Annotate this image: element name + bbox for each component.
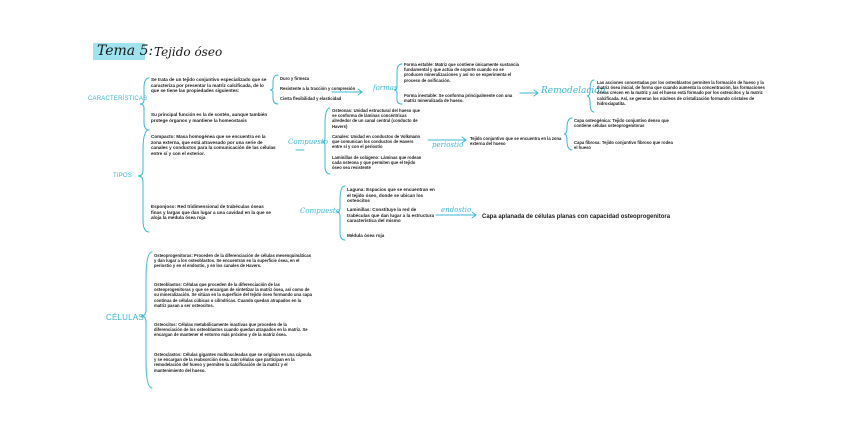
label-remodelacion: Remodelación	[541, 86, 606, 96]
label-compuesto-esponjoso: Compuesto	[300, 207, 340, 215]
celula-osteoblastos: Osteoblastos: Células que proceden de la diferenciación de las osteoprogenitoras y que se encargan de sintetizar la matriz ósea, así como de su mineralización. Se sitúan en la superficie del tejido óseo formando una capa continua de células cúbicas o cilíndricas. Cuando quedan atrapados en la matriz pasan a ser osteocitos.	[154, 282, 313, 308]
section-celulas: CÉLULAS	[106, 313, 144, 322]
celula-osteoprogenitoras: Osteoprogenitoras: Proceden de la diferenciación de células mesenquimáticas y dan lugar a los osteoblastos. Se encuentran en la superficie ósea, en el periostio y en el endostio, y en los canales de Havers.	[154, 253, 312, 269]
label-formas: formas	[373, 84, 398, 92]
capa-osteogenica: Capa osteogénica: Tejido conjuntivo denso que contiene células osteoprogenitoras	[574, 118, 669, 129]
form-unstable: Forma inestable: Se conforma principalmente con una matriz mineralizada de hueso.	[404, 93, 513, 104]
esponjoso-item-3: Médula ósea roja	[347, 233, 385, 238]
compacto-item-1: Osteonas: Unidad estructural del hueso que se conforma de láminas concéntricas alrededor de un canal central (conducto de Havers)	[332, 108, 420, 129]
brace-remodel	[587, 80, 594, 112]
endostio-text: Capa aplanada de células planas con capacidad osteoprogenitora	[482, 214, 671, 220]
celula-osteoclastos: Osteoclastos: Células gigantes multinucleadas que se originan en una cápsula y se encargan de la reabsorción ósea. Son células que participan en la remodelación del hueso y permiten la calcificación de la matriz y el mantenimiento del hueso.	[154, 352, 312, 373]
esponjoso-item-1: Laguna: Espacios que se encuentran en el tejido óseo, donde se ubican los osteocitos	[347, 187, 435, 204]
title-tema-label: Tema 5:	[97, 43, 154, 59]
brace-props	[270, 75, 278, 104]
form-stable: Forma estable: Matriz que contiene únicamente sustancia fundamental y que actúa de soporte cuando no se producen mineralizaciones y así no se experimenta el proceso de osificación.	[404, 62, 519, 83]
brace-tipos	[138, 130, 149, 232]
prop-3: Cierta flexibilidad y elasticidad	[280, 96, 342, 101]
periostio-text: Tejido conjuntivo que se encuentra en la zona externa del hueso	[470, 136, 562, 147]
brace-capas	[564, 118, 572, 150]
caracteristicas-main: Se trata de un tejido conjuntivo especializado que se caracteriza por presentar la matriz calcificada, de lo que se tiene las propiedades siguientes:	[151, 77, 267, 94]
remodel-text: Las acciones concertadas por los osteoblastos permiten la formación de hueso y la matriz ósea inicial, de forma que cuando aumenta la concentración, las formaciones óseas crecen en la matriz y así el hueso está formado por los osteocitos y la matriz calcificada. Así, se generan los núcleos de cristalización formando cristales de hidroxiapatita.	[597, 80, 765, 106]
tipo-compacto: Compacto: Masa homogénea que se encuentra en la zona externa, que está atravesado por una serie de canales y conductos para la comunicación de las células entre sí y con el exterior.	[151, 134, 276, 156]
section-caracteristicas: CARACTERÍSTICAS	[88, 96, 148, 102]
prop-1: Duro y firmeza	[280, 76, 310, 81]
brace-caracteristicas	[140, 78, 149, 130]
arrow-remodel	[520, 90, 538, 96]
label-endostio: endostio	[441, 206, 472, 214]
caracteristicas-function: Su principal función es la de sostén, aunque también protege órganos y mantiene la homeostasis	[151, 112, 268, 123]
prop-2: Resistente a la tracción y compresión	[280, 86, 356, 91]
label-compuesto-compacto: Compuesto	[288, 138, 328, 146]
label-periostio: periostio	[432, 141, 464, 149]
capa-fibrosa: Capa fibrosa: Tejido conjuntivo fibroso que rodea el hueso	[574, 140, 673, 151]
celula-osteocitos: Osteocitos: Células metabólicamente inactivas que proceden de la diferenciación de los osteoblastos cuando quedan atrapados en la matriz. Se encargan de mantener el entorno más próximo y de la matriz ósea.	[154, 322, 308, 338]
compacto-item-2: Canales: Unidad en conductos de Volkmann que comunican los conductos de Havers entre sí y con el periostio	[332, 134, 421, 150]
esponjoso-item-2: Laminillas: Constituye la red de trabéculas que dan lugar a la estructura característica del mismo	[347, 207, 435, 224]
compacto-item-3: Laminillas de colágeno: Láminas que rodean cada osteona y que permiten que el tejido óseo sea resistente	[332, 155, 422, 171]
section-tipos: TIPOS	[113, 173, 133, 179]
title-tema-name: Tejido óseo	[154, 45, 223, 59]
tipo-esponjoso: Esponjoso: Red tridimensional de trabéculas óseas finas y largas que dan lugar a una cavidad en la que se aloja la médula ósea roja	[151, 204, 271, 221]
